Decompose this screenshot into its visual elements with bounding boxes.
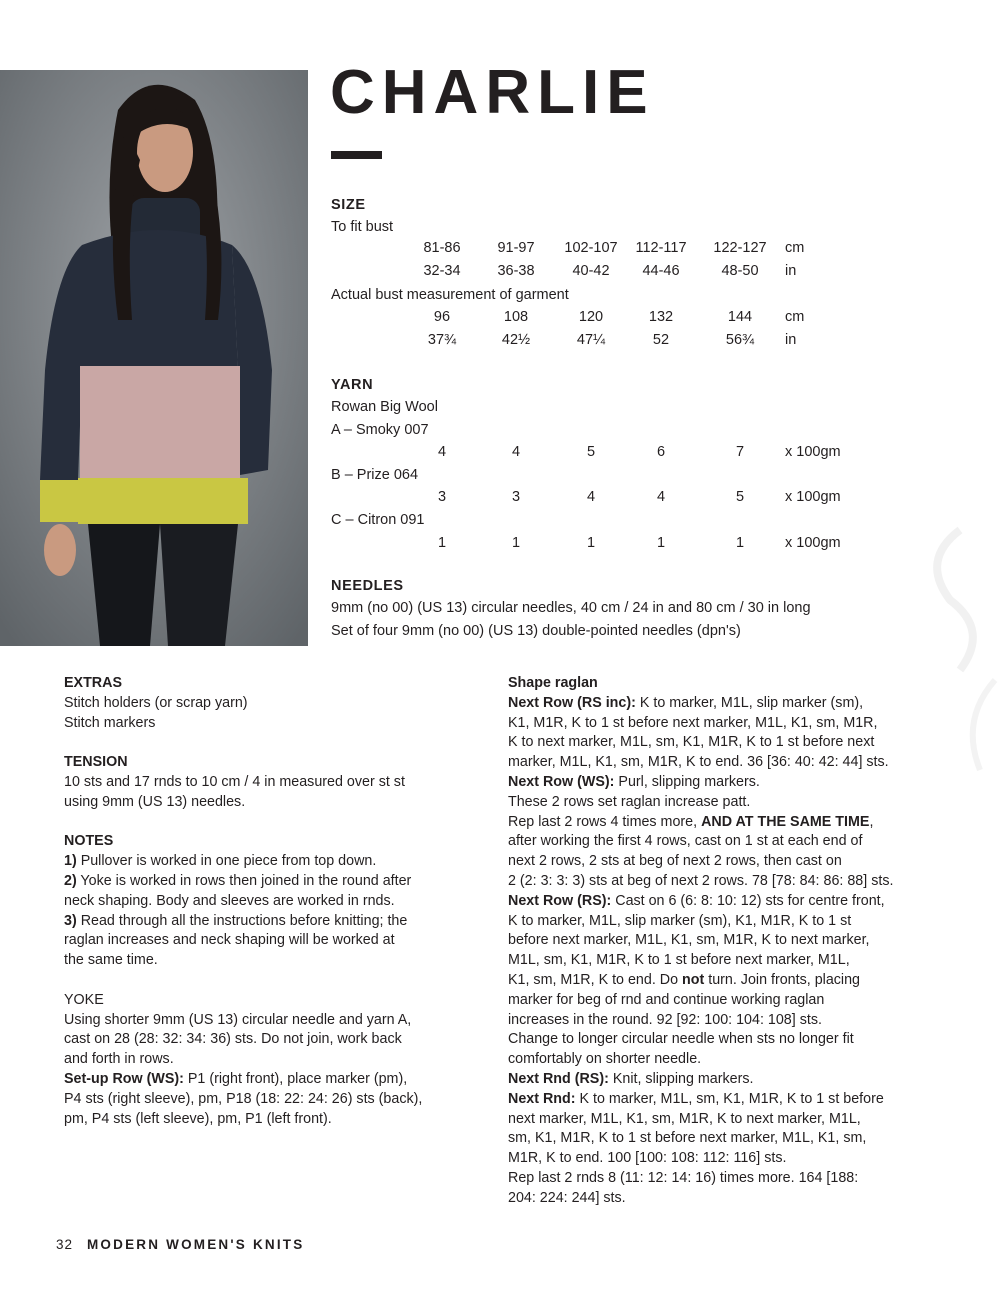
text-line: marker, M1L, K1, sm, M1R, K to end. 36 [36: 40: 42: 44] sts. bbox=[508, 754, 889, 771]
qty-cell: 5 bbox=[586, 444, 596, 460]
qty-cell: 5 bbox=[735, 489, 745, 505]
publication-name: MODERN WOMEN'S KNITS bbox=[86, 1237, 305, 1252]
needles-heading: NEEDLES bbox=[331, 578, 404, 594]
yarn-qty-row bbox=[0, 535, 1000, 555]
size-cell: 96 bbox=[433, 309, 451, 325]
note-number: 2) bbox=[64, 872, 77, 889]
qty-cell: 1 bbox=[437, 535, 447, 551]
instruction-row bbox=[508, 892, 938, 912]
qty-cell: 1 bbox=[735, 535, 745, 551]
emphasis: AND AT THE SAME TIME bbox=[701, 813, 870, 830]
text-line: Change to longer circular needle when sts no longer fit bbox=[508, 1031, 854, 1048]
row-label: Next Row (RS): bbox=[508, 892, 612, 909]
size-cell: 120 bbox=[578, 309, 604, 325]
actual-in-row bbox=[0, 332, 1000, 352]
text-line: and forth in rows. bbox=[64, 1051, 174, 1068]
yarn-heading: YARN bbox=[331, 377, 374, 393]
tension-heading: TENSION bbox=[64, 754, 128, 771]
qty-cell: 4 bbox=[511, 444, 521, 460]
text-line: sm, K1, M1R, K to 1 st before next marker, M1L, K1, sm, bbox=[508, 1130, 867, 1147]
text-line: K to marker, M1L, slip marker (sm), bbox=[635, 694, 864, 711]
text-line: P4 sts (right sleeve), pm, P18 (18: 22: 24: 26) sts (back), bbox=[64, 1090, 423, 1107]
qty-cell: 1 bbox=[656, 535, 666, 551]
text-line: turn. Join fronts, placing bbox=[704, 971, 861, 988]
text-line: Stitch holders (or scrap yarn) bbox=[64, 694, 248, 711]
text-line: after working the first 4 rows, cast on 1 st at each end of bbox=[508, 833, 863, 850]
text-line: Rep last 2 rows 4 times more, bbox=[508, 813, 702, 830]
text-line: M1L, sm, K1, M1R, K to 1 st before next marker, M1L, bbox=[508, 952, 850, 969]
text-line: marker for beg of rnd and continue working raglan bbox=[508, 991, 825, 1008]
extras-heading: EXTRAS bbox=[64, 675, 122, 691]
text-line: next marker, M1L, K1, sm, M1R, K to next marker, M1L, bbox=[508, 1110, 861, 1127]
text-line: Using shorter 9mm (US 13) circular needle and yarn A, bbox=[64, 1011, 412, 1028]
size-cell: 102-107 bbox=[564, 240, 618, 256]
qty-cell: 1 bbox=[511, 535, 521, 551]
text-line: cast on 28 (28: 32: 34: 36) sts. Do not join, work back bbox=[64, 1031, 402, 1048]
unit-label: cm bbox=[785, 240, 805, 256]
actual-cm-row bbox=[0, 309, 1000, 329]
text-line: K1, sm, M1R, K to end. Do bbox=[508, 971, 683, 988]
needles-line: 9mm (no 00) (US 13) circular needles, 40 cm / 24 in and 80 cm / 30 in long bbox=[331, 600, 811, 616]
size-cell: 91-97 bbox=[497, 240, 535, 256]
text-line: K to next marker, M1L, sm, K1, M1R, K to 1 st before next bbox=[508, 734, 875, 751]
size-cell: 37¾ bbox=[427, 332, 457, 348]
note-item bbox=[64, 852, 484, 872]
text-line: using 9mm (US 13) needles. bbox=[64, 793, 246, 810]
right-column bbox=[508, 674, 938, 1209]
text-line: M1R, K to end. 100 [100: 108: 112: 116] sts. bbox=[508, 1150, 787, 1167]
yarn-qty-row bbox=[0, 444, 1000, 464]
size-cell: 32-34 bbox=[423, 263, 461, 279]
note-item bbox=[64, 872, 484, 892]
text-line: Stitch markers bbox=[64, 714, 156, 731]
text-line: P1 (right front), place marker (pm), bbox=[183, 1070, 408, 1087]
text-line: , bbox=[869, 813, 874, 830]
text-line: Knit, slipping markers. bbox=[608, 1070, 754, 1087]
row-label: Next Rnd (RS): bbox=[508, 1070, 609, 1087]
title-rule bbox=[331, 151, 382, 159]
text-line: the same time. bbox=[64, 952, 158, 969]
qty-cell: 3 bbox=[437, 489, 447, 505]
unit-label: in bbox=[785, 263, 797, 279]
text-line: neck shaping. Body and sleeves are worked in rnds. bbox=[64, 892, 395, 909]
model-photo bbox=[0, 70, 308, 646]
yarn-colour-label: A – Smoky 007 bbox=[331, 422, 429, 438]
yarn-brand: Rowan Big Wool bbox=[331, 399, 438, 415]
size-cell: 47¼ bbox=[576, 332, 606, 348]
text-line: K to marker, M1L, slip marker (sm), K1, M1R, K to 1 st bbox=[508, 912, 852, 929]
qty-cell: 4 bbox=[656, 489, 666, 505]
yarn-qty-row bbox=[0, 489, 1000, 509]
size-cell: 81-86 bbox=[423, 240, 461, 256]
instruction-row bbox=[508, 1070, 938, 1090]
to-fit-label: To fit bust bbox=[331, 219, 394, 235]
qty-cell: 4 bbox=[437, 444, 447, 460]
page-title: CHARLIE bbox=[330, 58, 655, 127]
needles-line: Set of four 9mm (no 00) (US 13) double-pointed needles (dpn's) bbox=[331, 623, 741, 639]
text-line: K to marker, M1L, sm, K1, M1R, K to 1 st before bbox=[575, 1090, 884, 1107]
note-item bbox=[64, 912, 484, 932]
instruction-row bbox=[508, 813, 938, 833]
qty-cell: 4 bbox=[586, 489, 596, 505]
size-cell: 52 bbox=[652, 332, 670, 348]
instruction-row bbox=[508, 971, 938, 991]
notes-heading: NOTES bbox=[64, 833, 114, 850]
qty-cell: 7 bbox=[735, 444, 745, 460]
text-line: K1, M1R, K to 1 st before next marker, M1L, K1, sm, M1R, bbox=[508, 714, 878, 731]
qty-unit: x 100gm bbox=[785, 489, 841, 505]
size-cell: 48-50 bbox=[721, 263, 759, 279]
qty-cell: 6 bbox=[656, 444, 666, 460]
size-cell: 42½ bbox=[501, 332, 531, 348]
size-cell: 122-127 bbox=[713, 240, 767, 256]
text-line: These 2 rows set raglan increase patt. bbox=[508, 793, 751, 810]
note-number: 1) bbox=[64, 853, 77, 870]
size-cell: 144 bbox=[727, 309, 753, 325]
left-column bbox=[64, 674, 484, 1129]
qty-cell: 3 bbox=[511, 489, 521, 505]
text-line: next 2 rows, 2 sts at beg of next 2 rows, then cast on bbox=[508, 853, 842, 870]
row-label: Next Row (RS inc): bbox=[508, 694, 636, 711]
text-line: before next marker, M1L, K1, sm, M1R, K to next marker, bbox=[508, 932, 870, 949]
yoke-heading: YOKE bbox=[64, 991, 104, 1008]
emphasis: not bbox=[682, 971, 705, 988]
unit-label: cm bbox=[785, 309, 805, 325]
text-line: Pullover is worked in one piece from top down. bbox=[76, 853, 377, 870]
text-line: 204: 224: 244] sts. bbox=[508, 1189, 626, 1206]
size-cell: 56¾ bbox=[725, 332, 755, 348]
row-label: Next Row (WS): bbox=[508, 773, 615, 790]
instruction-row bbox=[508, 773, 938, 793]
size-cell: 40-42 bbox=[572, 263, 610, 279]
yarn-colour-label: C – Citron 091 bbox=[331, 512, 425, 528]
qty-cell: 1 bbox=[586, 535, 596, 551]
raglan-heading: Shape raglan bbox=[508, 675, 598, 691]
size-cell: 108 bbox=[503, 309, 529, 325]
size-cell: 132 bbox=[648, 309, 674, 325]
text-line: Cast on 6 (6: 8: 10: 12) sts for centre front, bbox=[611, 892, 885, 909]
text-line: Read through all the instructions before knitting; the bbox=[76, 912, 408, 929]
text-line: Purl, slipping markers. bbox=[614, 773, 760, 790]
page-footer bbox=[56, 1237, 304, 1252]
size-cell: 44-46 bbox=[642, 263, 680, 279]
qty-unit: x 100gm bbox=[785, 535, 841, 551]
text-line: increases in the round. 92 [92: 100: 104: 108] sts. bbox=[508, 1011, 822, 1028]
yarn-colour-label: B – Prize 064 bbox=[331, 467, 419, 483]
text-line: 2 (2: 3: 3: 3) sts at beg of next 2 rows. 78 [78: 84: 86: 88] sts. bbox=[508, 872, 894, 889]
to-fit-in-row bbox=[0, 263, 1000, 283]
unit-label: in bbox=[785, 332, 797, 348]
size-cell: 112-117 bbox=[635, 240, 687, 256]
instruction-row bbox=[508, 1090, 938, 1110]
instruction-row bbox=[508, 694, 938, 714]
text-line: Rep last 2 rnds 8 (11: 12: 14: 16) times more. 164 [188: bbox=[508, 1169, 859, 1186]
text-line: raglan increases and neck shaping will be worked at bbox=[64, 932, 395, 949]
size-heading: SIZE bbox=[331, 197, 366, 213]
page-number: 32 bbox=[56, 1237, 74, 1252]
note-number: 3) bbox=[64, 912, 77, 929]
text-line: pm, P4 sts (left sleeve), pm, P1 (left front). bbox=[64, 1110, 332, 1127]
row-label: Next Rnd: bbox=[508, 1090, 576, 1107]
setup-row bbox=[64, 1070, 484, 1090]
qty-unit: x 100gm bbox=[785, 444, 841, 460]
actual-bust-label: Actual bust measurement of garment bbox=[331, 287, 569, 303]
text-line: comfortably on shorter needle. bbox=[508, 1051, 702, 1068]
text-line: Yoke is worked in rows then joined in the round after bbox=[76, 872, 412, 889]
to-fit-cm-row bbox=[0, 240, 1000, 260]
text-line: 10 sts and 17 rnds to 10 cm / 4 in measured over st st bbox=[64, 773, 405, 790]
size-cell: 36-38 bbox=[497, 263, 535, 279]
row-label: Set-up Row (WS): bbox=[64, 1070, 184, 1087]
